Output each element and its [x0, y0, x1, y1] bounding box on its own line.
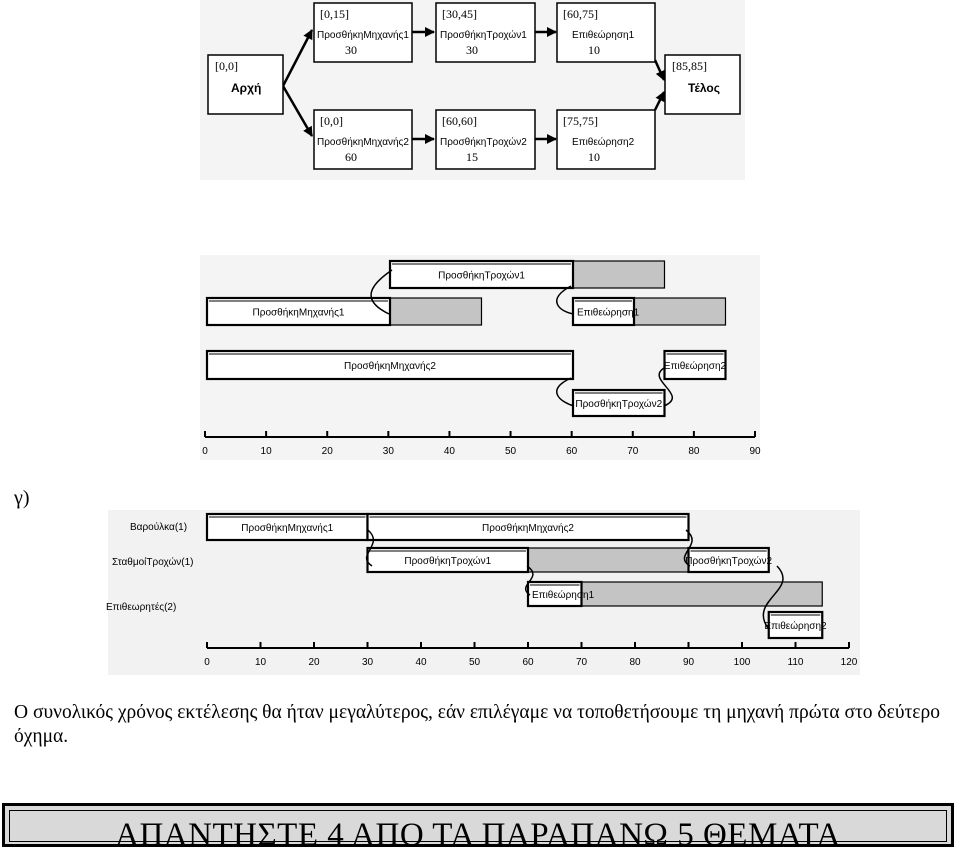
- task-label: ΠροσθήκηΜηχανής1: [252, 307, 345, 319]
- resource-label-1: ΣταθμοίΤροχών(1): [112, 557, 194, 568]
- bottom-axis-tick-label: 110: [787, 657, 804, 668]
- node-i1-name: Επιθεώρηση1: [572, 30, 635, 41]
- task-label: ΠροσθήκηΜηχανής2: [344, 361, 436, 372]
- node-m2: [314, 110, 412, 169]
- top-axis-tick-label: 50: [504, 446, 517, 457]
- resource-label-0: Βαρούλκα(1): [130, 522, 188, 533]
- task-label: ΠροσθήκηΤροχών2: [575, 399, 663, 410]
- bottom-axis-tick-label: 50: [468, 657, 481, 668]
- bottom-axis-tick-label: 60: [522, 657, 534, 668]
- bottom-axis-tick-label: 20: [308, 657, 320, 668]
- top-axis-tick-label: 70: [627, 446, 639, 457]
- task-label: Επιθεώρηση2: [663, 361, 727, 372]
- node-i2-interval: [75,75]: [563, 114, 598, 128]
- answer-paragraph: Ο συνολικός χρόνος εκτέλεσης θα ήταν μεγαλύτερος, εάν επιλέγαμε να τοποθετήσουμε τη μηχανή πρώτα στο δεύτερο όχημα.: [14, 702, 940, 747]
- node-w2: [436, 110, 535, 169]
- task-label: Επιθεώρηση1: [532, 590, 595, 601]
- bottom-axis-tick-label: 0: [204, 657, 210, 668]
- bottom-axis-tick-label: 120: [840, 657, 858, 668]
- node-end: [665, 55, 740, 114]
- node-m1: [314, 3, 412, 62]
- banner-text: ΑΠΑΝΤΗΣΤΕ 4 ΑΠΟ ΤΑ ΠΑΡΑΠΑΝΩ 5 ΘΕΜΑΤΑ: [115, 817, 841, 853]
- banner-inner-frame: [9, 810, 947, 853]
- node-w1-name: ΠροσθήκηΤροχών1: [440, 30, 527, 41]
- node-end-interval: [85,85]: [672, 59, 707, 73]
- node-m1-name: ΠροσθήκηΜηχανής1: [317, 30, 409, 41]
- node-end-name: Τέλος: [688, 81, 720, 95]
- node-w1: [436, 3, 535, 62]
- node-w2-name: ΠροσθήκηΤροχών2: [440, 137, 527, 148]
- node-m2-interval: [0,0]: [320, 114, 343, 128]
- node-m2-duration: 60: [345, 150, 357, 164]
- task-label: ΠροσθήκηΤροχών1: [438, 270, 525, 282]
- top-axis-tick-label: 90: [749, 446, 761, 457]
- node-i2: [557, 110, 655, 169]
- bottom-axis-tick-label: 90: [682, 657, 695, 668]
- task-label: Επιθεώρηση2: [764, 621, 827, 632]
- task-label: ΠροσθήκηΤροχών2: [685, 556, 773, 567]
- bottom-axis-tick-label: 80: [629, 657, 641, 668]
- node-start-interval: [0,0]: [215, 59, 238, 73]
- bottom-axis-tick-label: 40: [415, 657, 427, 668]
- top-axis-tick-label: 40: [443, 446, 456, 457]
- bottom-axis-tick-label: 10: [254, 657, 267, 668]
- resource-label-2: Επιθεωρητές(2): [106, 602, 177, 613]
- instruction-banner: [2, 803, 954, 853]
- node-m1-interval: [0,15]: [320, 7, 349, 21]
- section-label: γ): [14, 487, 30, 509]
- node-i2-duration: 10: [588, 150, 600, 164]
- node-start: [208, 55, 283, 114]
- task-label: ΠροσθήκηΜηχανής1: [241, 523, 334, 534]
- bottom-axis-tick-label: 30: [361, 657, 374, 668]
- node-start-name: Αρχή: [231, 81, 262, 95]
- node-w1-interval: [30,45]: [442, 7, 477, 21]
- top-axis-tick-label: 80: [688, 446, 700, 457]
- top-axis-tick-label: 10: [260, 446, 272, 457]
- node-w1-duration: 30: [466, 43, 478, 57]
- node-i2-name: Επιθεώρηση2: [572, 137, 635, 148]
- top-axis-tick-label: 60: [566, 446, 578, 457]
- bottom-axis-tick-label: 100: [733, 657, 751, 668]
- node-i1-duration: 10: [588, 43, 600, 57]
- node-m2-name: ΠροσθήκηΜηχανής2: [317, 137, 409, 148]
- top-axis-tick-label: 0: [202, 446, 208, 457]
- node-w2-interval: [60,60]: [442, 114, 477, 128]
- bottom-axis-tick-label: 70: [575, 657, 588, 668]
- task-label: ΠροσθήκηΤροχών1: [404, 556, 492, 567]
- task-label: ΠροσθήκηΜηχανής2: [482, 523, 574, 534]
- node-m1-duration: 30: [345, 43, 357, 57]
- node-i1: [557, 3, 655, 62]
- top-axis-tick-label: 30: [382, 446, 394, 457]
- node-i1-interval: [60,75]: [563, 7, 598, 21]
- node-w2-duration: 15: [466, 150, 478, 164]
- task-label: Επιθεώρηση1: [577, 307, 640, 319]
- top-axis-tick-label: 20: [321, 446, 333, 457]
